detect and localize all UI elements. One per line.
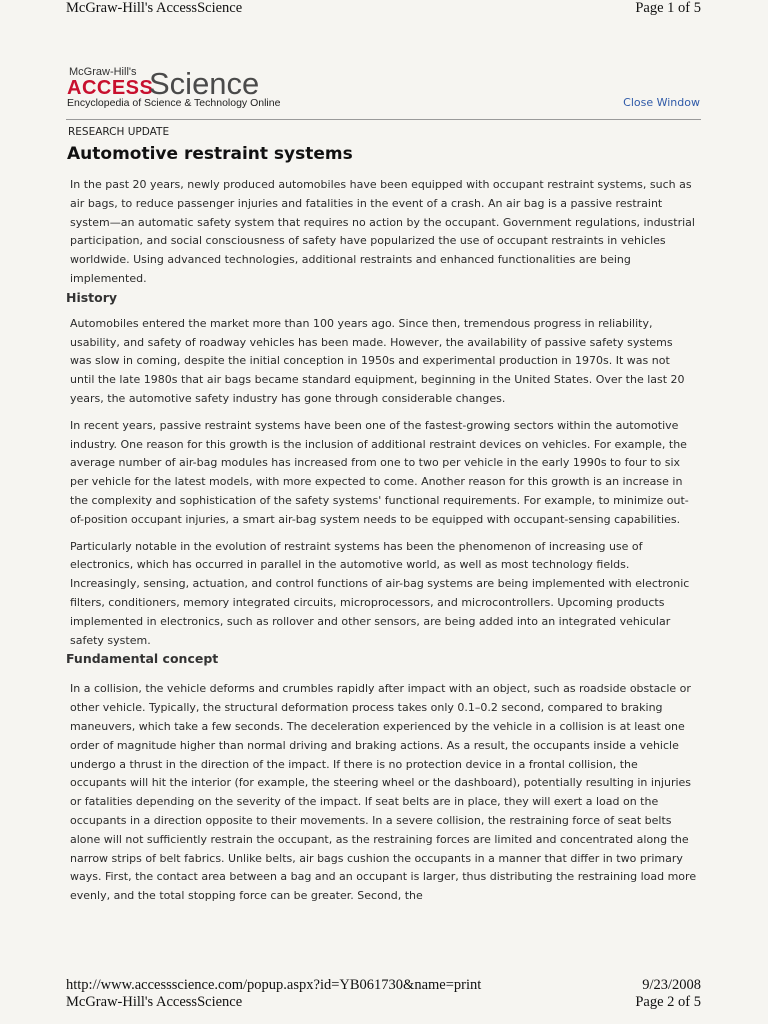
next-page-source: McGraw-Hill's AccessScience	[66, 994, 243, 1010]
print-footer-url: http://www.accessscience.com/popup.aspx?id=YB061730&name=print	[66, 977, 482, 993]
history-paragraph-3: Particularly notable in the evolution of restraint systems has been the phenomenon of increasing use of electronics, which has occurred in parallel in the automotive world, as well as most technology fields. Increasingly, sensing, actuation, and control functions of air-bag systems are being implemented with electronic filters, conditioners, memory integrated circuits, microprocessors, and microcontrollers. Upcoming products implemented in electronics, such as rollover and other sensors, are being added into an integrated vehicular safety system.	[70, 539, 690, 647]
logo-science: Science	[149, 66, 260, 101]
section-heading-history: History	[66, 289, 118, 305]
print-header-page: Page 1 of 5	[635, 0, 701, 16]
print-header-source: McGraw-Hill's AccessScience	[66, 0, 243, 16]
article-body	[66, 176, 701, 906]
close-window-link[interactable]: Close Window	[623, 96, 700, 109]
print-footer-date: 9/23/2008	[642, 977, 701, 993]
header-divider	[66, 119, 701, 120]
fundamental-paragraph: In a collision, the vehicle deforms and crumbles rapidly after impact with an object, such as roadside obstacle or other vehicle. Typically, the structural deformation process takes only 0.1–0.2 second, compared to braking maneuvers, which take a few seconds. The deceleration experienced by the vehicle in a collision is at least one order of magnitude higher than normal driving and braking actions. As a result, the occupants inside a vehicle undergo a thrust in the direction of the impact. If there is no protection device in a frontal collision, the occupants will hit the interior (for example, the steering wheel or the dashboard), potentially resulting in injuries or fatalities depending on the severity of the impact. If seat belts are in place, they will exert a load on the occupants in a direction opposite to their movements. In a severe collision, the restraining force of seat belts alone will not sufficiently restrain the occupant, as the restraining forces are limited and concentrated along the narrow strips of belt fabrics. Unlike belts, air bags cushion the occupants in a manner that differ in two primary ways. First, the contact area between a bag and an occupant is larger, thus distributing the restraining load more evenly, and the total stopping force can be greater. Second, the	[70, 682, 697, 903]
article-title: Automotive restraint systems	[67, 144, 353, 164]
logo-access: ACCESS	[67, 77, 154, 99]
history-paragraph-1: Automobiles entered the market more than 100 years ago. Since then, tremendous progress in reliability, usability, and safety of roadway vehicles has been made. However, the availability of passive safety systems was slow in coming, despite the initial conception in 1950s and experimental production in 1970s. It was not until the late 1980s that air bags became standard equipment, beginning in the United States. Over the last 20 years, the automotive safety industry has gone through considerable changes.	[70, 316, 685, 405]
section-heading-fundamental-concept: Fundamental concept	[66, 651, 219, 667]
print-header	[66, 0, 701, 20]
next-page-number: Page 2 of 5	[635, 994, 701, 1010]
logo-tagline: Encyclopedia of Science & Technology Online	[67, 97, 281, 109]
logo-mcgraw-hill: McGraw-Hill's	[69, 66, 137, 78]
history-paragraph-2: In recent years, passive restraint systems have been one of the fastest-growing sectors within the automotive industry. One reason for this growth is the inclusion of additional restraint devices on vehicles. For example, the average number of air-bag modules has increased from one to two per vehicle in the early 1990s to four to six per vehicle for the latest models, with more expected to come. Another reason for this growth is an increase in the complexity and sophistication of the safety systems' functional requirements. For example, to minimize out-of-position occupant injuries, a smart air-bag system needs to be equipped with occupant-sensing capabilities.	[70, 418, 689, 526]
intro-paragraph: In the past 20 years, newly produced automobiles have been equipped with occupant restraint systems, such as air bags, to reduce passenger injuries and fatalities in the event of a crash. An air bag is a passive restraint system—an automatic safety system that requires no action by the occupant. Government regulations, industrial participation, and social consciousness of safety have popularized the use of occupant restraints in vehicles worldwide. Using advanced technologies, additional restraints and enhanced functionalities are being implemented.	[70, 178, 695, 285]
article-kicker: RESEARCH UPDATE	[68, 126, 170, 138]
